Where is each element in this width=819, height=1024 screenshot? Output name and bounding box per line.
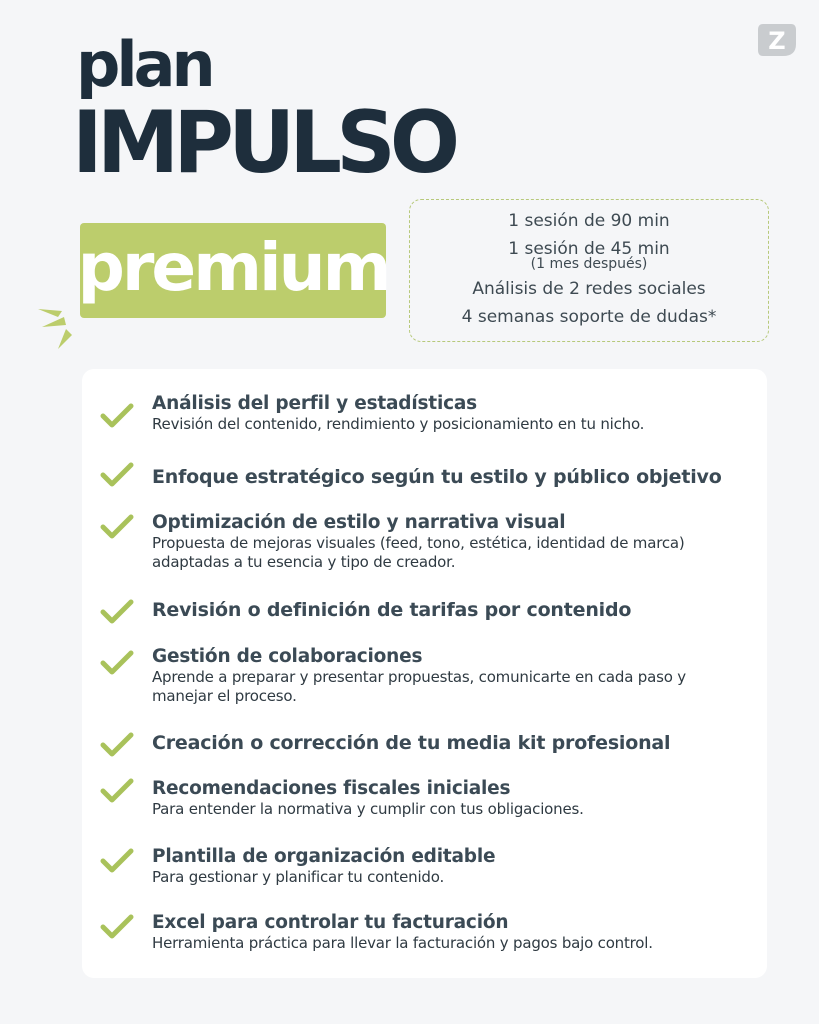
plan-summary-box: [409, 199, 769, 342]
feature-description: Aprende a preparar y presentar propuestas, comunicarte en cada paso y manejar el proceso.: [152, 668, 686, 705]
summary-line: 1 sesión de 90 min: [508, 211, 670, 231]
feature-description: Para gestionar y planificar tu contenido.: [152, 868, 445, 886]
feature-title: Excel para controlar tu facturación: [152, 912, 509, 933]
feature-title: Gestión de colaboraciones: [152, 646, 423, 667]
checkmark-icon: [100, 402, 134, 430]
checkmark-icon: [100, 847, 134, 875]
features-card: [82, 369, 767, 978]
summary-line: 1 sesión de 45 min: [508, 239, 670, 259]
checkmark-icon: [100, 649, 134, 677]
feature-description: Propuesta de mejoras visuales (feed, tono, estética, identidad de marca) adaptadas a tu esencia y tipo de creador.: [152, 534, 685, 571]
premium-badge: [77, 223, 389, 318]
feature-title: Análisis del perfil y estadísticas: [152, 393, 477, 414]
plan-title-big: IMPULSO: [72, 93, 455, 193]
feature-description: Herramienta práctica para llevar la facturación y pagos bajo control.: [152, 934, 653, 952]
summary-subline: (1 mes después): [530, 256, 648, 272]
sparkle-accent-icon: [36, 305, 76, 351]
premium-badge-label: premium: [77, 228, 389, 306]
checkmark-icon: [100, 913, 134, 941]
feature-title: Optimización de estilo y narrativa visual: [152, 512, 566, 533]
plan-title-small: plan: [76, 28, 212, 101]
checkmark-icon: [100, 461, 134, 489]
checkmark-icon: [100, 731, 134, 759]
feature-description: Para entender la normativa y cumplir con tus obligaciones.: [152, 800, 584, 818]
feature-title: Enfoque estratégico según tu estilo y público objetivo: [152, 466, 722, 488]
feature-title: Creación o corrección de tu media kit profesional: [152, 732, 671, 754]
z-logo-icon: [757, 22, 797, 58]
feature-description: Revisión del contenido, rendimiento y posicionamiento en tu nicho.: [152, 415, 645, 433]
summary-line: Análisis de 2 redes sociales: [472, 279, 706, 299]
svg-text:Z: Z: [768, 27, 786, 55]
checkmark-icon: [100, 598, 134, 626]
summary-line: 4 semanas soporte de dudas*: [461, 307, 717, 327]
feature-title: Revisión o definición de tarifas por contenido: [152, 599, 632, 621]
checkmark-icon: [100, 513, 134, 541]
checkmark-icon: [100, 777, 134, 805]
feature-title: Recomendaciones fiscales iniciales: [152, 778, 511, 799]
feature-title: Plantilla de organización editable: [152, 846, 496, 867]
